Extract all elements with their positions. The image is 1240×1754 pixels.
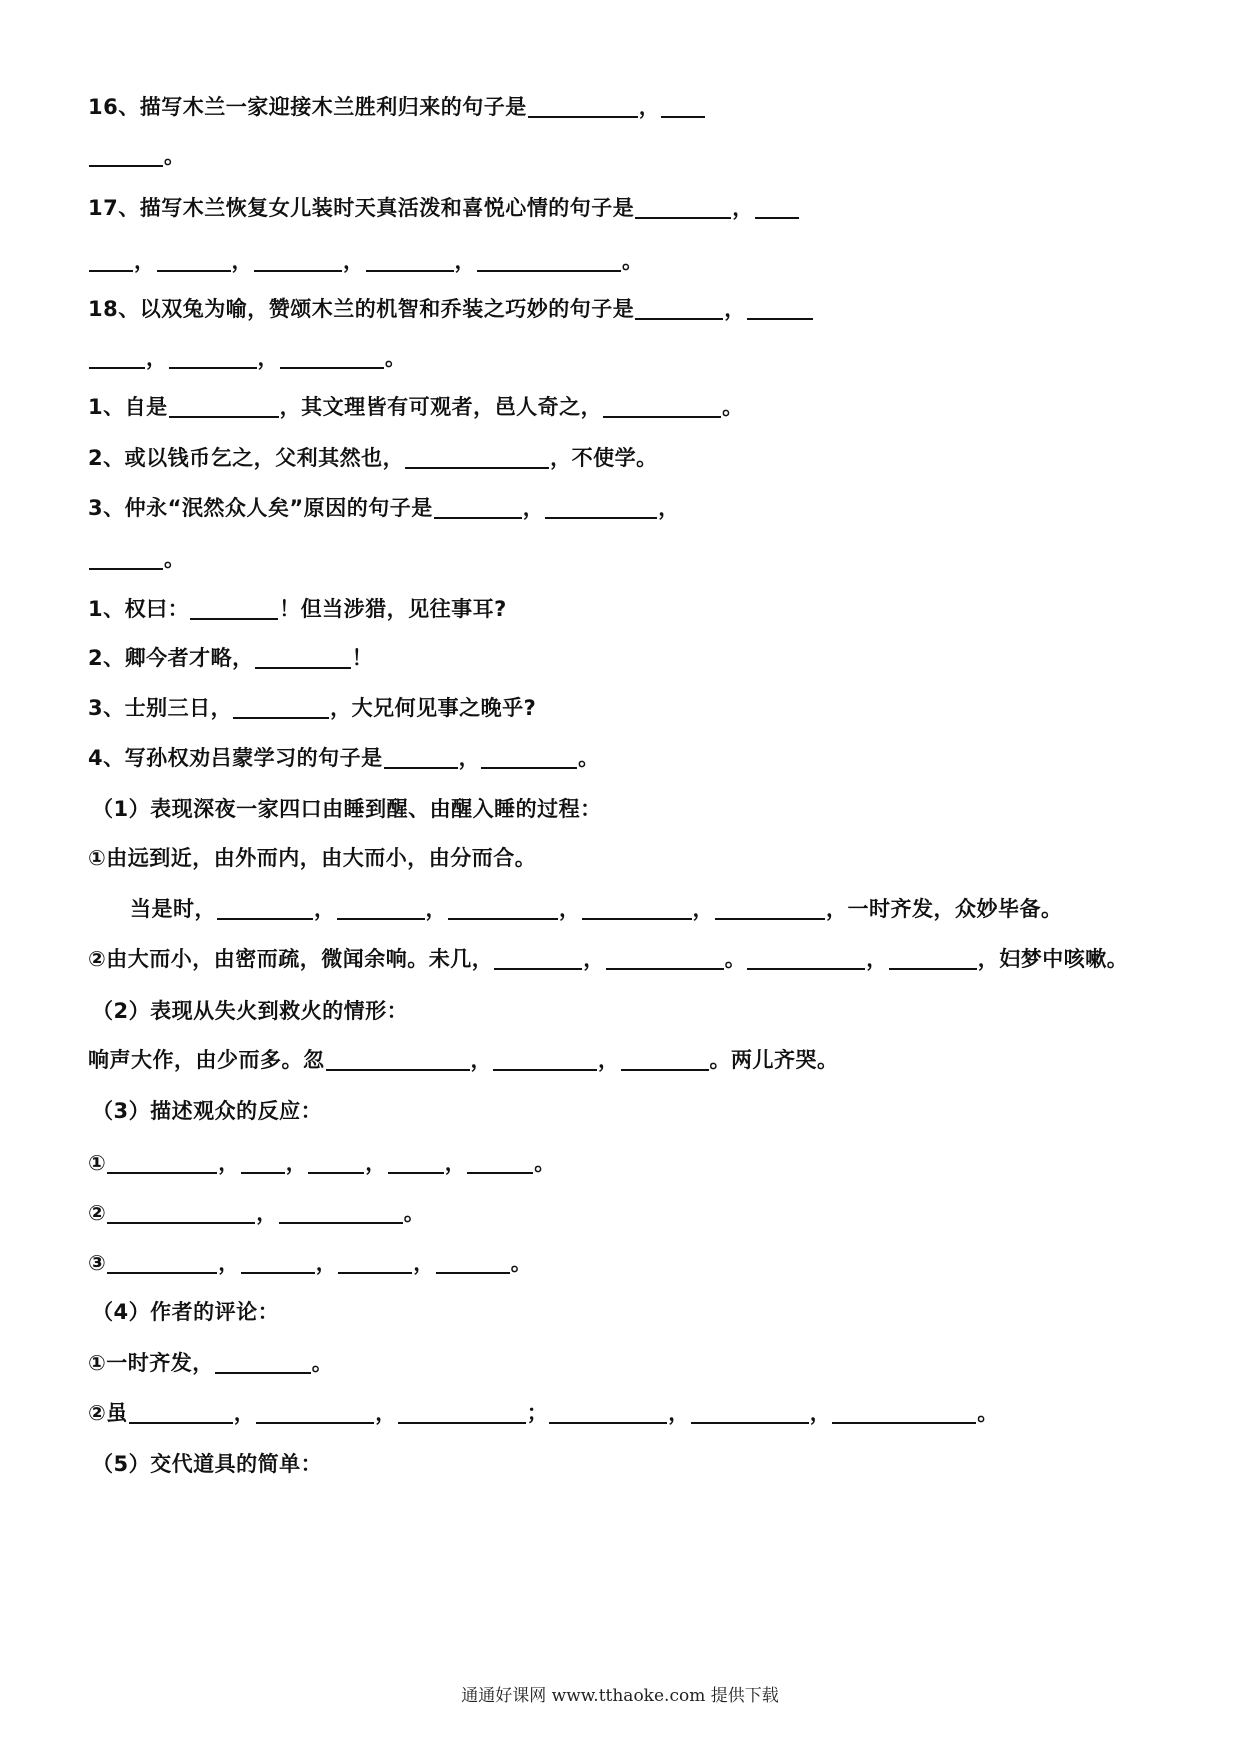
fill-blank[interactable] [190, 596, 278, 620]
line-text: （5）交代道具的简单： [92, 1452, 323, 1476]
fill-blank[interactable] [747, 946, 865, 970]
line-p1_1 [88, 843, 536, 873]
line-text: （1）表现深夜一家四口由睡到醒、由醒入睡的过程： [92, 797, 602, 821]
fill-blank[interactable] [157, 248, 231, 272]
fill-blank[interactable] [889, 946, 977, 970]
line-text: 1、自是 [88, 395, 168, 419]
line-text: ， [732, 196, 754, 220]
fill-blank[interactable] [528, 94, 638, 118]
line-l1 [88, 594, 507, 624]
line-s3_a [88, 493, 680, 523]
fill-blank[interactable] [241, 1250, 315, 1274]
line-q17_b [88, 246, 644, 276]
fill-blank[interactable] [215, 1350, 311, 1374]
line-text: ， [444, 1151, 467, 1175]
fill-blank[interactable] [337, 896, 425, 920]
line-text: 18、以双兔为喻，赞颂木兰的机智和乔装之巧妙的句子是 [88, 297, 635, 321]
fill-blank[interactable] [89, 143, 163, 167]
line-text: ①一时齐发， [88, 1351, 214, 1375]
fill-blank[interactable] [691, 1400, 809, 1424]
fill-blank[interactable] [481, 745, 577, 769]
line-text: ， [413, 1251, 435, 1275]
fill-blank[interactable] [233, 695, 329, 719]
line-q16_a [88, 92, 706, 122]
line-text: 当是时， [130, 897, 216, 921]
line-q16_b [88, 141, 186, 171]
line-text: 。 [403, 1201, 426, 1225]
line-q18_a [88, 294, 814, 324]
line-text: ， [343, 249, 365, 273]
line-l2 [88, 643, 373, 673]
line-text: 。 [385, 346, 407, 370]
line-text: ， [724, 297, 746, 321]
fill-blank[interactable] [280, 345, 384, 369]
fill-blank[interactable] [279, 1200, 403, 1224]
fill-blank[interactable] [89, 345, 145, 369]
fill-blank[interactable] [467, 1150, 533, 1174]
line-p3_1 [88, 1148, 556, 1178]
fill-blank[interactable] [388, 1150, 444, 1174]
line-text: ！但当涉猎，见往事耳? [279, 597, 507, 621]
fill-blank[interactable] [448, 896, 558, 920]
line-q17_a [88, 193, 800, 223]
line-l4 [88, 743, 600, 773]
line-text: 4、写孙权劝吕蒙学习的句子是 [88, 746, 383, 770]
line-text: ， [809, 1401, 832, 1425]
line-text: ， [285, 1151, 308, 1175]
line-text: ， [470, 1048, 492, 1072]
line-text: ，一时齐发，众妙毕备。 [826, 897, 1063, 921]
line-text: ， [257, 346, 279, 370]
line-s2 [88, 443, 658, 473]
fill-blank[interactable] [493, 1047, 597, 1071]
fill-blank[interactable] [405, 445, 549, 469]
line-text: 。 [722, 395, 744, 419]
line-text: ， [692, 897, 714, 921]
fill-blank[interactable] [635, 195, 731, 219]
line-text: ② [88, 1201, 107, 1225]
fill-blank[interactable] [256, 1400, 374, 1424]
fill-blank[interactable] [715, 896, 825, 920]
line-text: ， [256, 1201, 278, 1225]
line-text: 。 [164, 547, 186, 571]
footer-credit: 通通好课网 www.tthaoke.com 提供下载 [461, 1686, 779, 1706]
line-p4_2 [88, 1398, 999, 1428]
fill-blank[interactable] [254, 248, 342, 272]
line-text: ①由远到近，由外而内，由大而小，由分而合。 [88, 846, 537, 870]
line-text: 2、或以钱币乞之，父利其然也， [88, 446, 405, 470]
fill-blank[interactable] [434, 495, 522, 519]
line-text: （3）描述观众的反应： [92, 1099, 323, 1123]
line-text: ， [866, 947, 888, 971]
fill-blank[interactable] [635, 296, 723, 320]
fill-blank[interactable] [107, 1250, 217, 1274]
line-text: 。 [164, 144, 186, 168]
fill-blank[interactable] [255, 645, 351, 669]
fill-blank[interactable] [661, 94, 705, 118]
line-text: ， [458, 746, 481, 770]
line-text: ， [146, 346, 168, 370]
line-text: （2）表现从失火到救火的情形： [92, 999, 409, 1023]
line-text: ， [522, 496, 545, 520]
line-text: ， [231, 249, 253, 273]
line-text: 。 [622, 249, 644, 273]
fill-blank[interactable] [621, 1047, 709, 1071]
line-p1_2 [130, 894, 1063, 924]
line-text: 16、描写木兰一家迎接木兰胜利归来的句子是 [88, 95, 527, 119]
fill-blank[interactable] [582, 896, 692, 920]
line-text: 2、卿今者才略， [88, 646, 254, 670]
fill-blank[interactable] [326, 1047, 470, 1071]
line-q18_b [88, 343, 407, 373]
line-text: ， [375, 1401, 397, 1425]
fill-blank[interactable] [755, 195, 799, 219]
fill-blank[interactable] [217, 896, 313, 920]
line-p3 [92, 1096, 322, 1126]
line-p4 [92, 1297, 279, 1327]
line-text: ，妇梦中咳嗽。 [977, 947, 1129, 971]
line-s3_b [88, 544, 186, 574]
fill-blank[interactable] [747, 296, 813, 320]
line-text: ， [559, 897, 581, 921]
line-text: ， [658, 496, 680, 520]
line-text: 。 [977, 1401, 999, 1425]
fill-blank[interactable] [107, 1150, 217, 1174]
fill-blank[interactable] [366, 248, 454, 272]
fill-blank[interactable] [338, 1250, 412, 1274]
fill-blank[interactable] [398, 1400, 526, 1424]
line-text: ， [668, 1401, 690, 1425]
line-text: ， [425, 897, 447, 921]
line-text: ，大兄何见事之晚乎? [330, 696, 537, 720]
line-text: ！ [351, 646, 374, 670]
line-text: ， [638, 95, 661, 119]
line-s1 [88, 392, 744, 422]
line-p1_3 [88, 944, 1128, 974]
fill-blank[interactable] [606, 946, 724, 970]
line-text: （4）作者的评论： [92, 1300, 280, 1324]
line-text: ，其文理皆有可观者，邑人奇之， [279, 395, 603, 419]
line-text: 。 [578, 746, 600, 770]
fill-blank[interactable] [545, 495, 657, 519]
fill-blank[interactable] [494, 946, 582, 970]
line-text: ① [88, 1151, 107, 1175]
line-text: ， [583, 947, 605, 971]
fill-blank[interactable] [549, 1400, 667, 1424]
line-text: 。 [534, 1151, 556, 1175]
line-text: 。 [311, 1351, 334, 1375]
line-p4_1 [88, 1348, 333, 1378]
fill-blank[interactable] [107, 1200, 255, 1224]
fill-blank[interactable] [89, 248, 133, 272]
line-text: ， [218, 1151, 240, 1175]
line-text: 17、描写木兰恢复女儿装时天真活泼和喜悦心情的句子是 [88, 196, 635, 220]
line-text: ， [314, 897, 336, 921]
fill-blank[interactable] [129, 1400, 233, 1424]
line-text: 3、士别三日， [88, 696, 233, 720]
fill-blank[interactable] [832, 1400, 976, 1424]
line-p3_2 [88, 1198, 425, 1228]
line-text: 。 [510, 1251, 533, 1275]
line-text: 3、仲永“泯然众人矣”原因的句子是 [88, 496, 433, 520]
fill-blank[interactable] [241, 1150, 285, 1174]
line-text: ， [233, 1401, 256, 1425]
line-p2 [92, 996, 408, 1026]
line-text: 1、权曰： [88, 597, 190, 621]
line-p1 [92, 794, 602, 824]
line-text: ，不使学。 [550, 446, 658, 470]
line-text: ②由大而小，由密而疏，微闻余响。未几， [88, 947, 494, 971]
fill-blank[interactable] [89, 546, 163, 570]
line-text: ③ [88, 1251, 107, 1275]
fill-blank[interactable] [308, 1150, 364, 1174]
line-text: ， [134, 249, 156, 273]
line-l3 [88, 693, 536, 723]
line-text: 响声大作，由少而多。忽 [88, 1048, 325, 1072]
line-text: ， [218, 1251, 240, 1275]
line-text: ； [526, 1401, 549, 1425]
fill-blank[interactable] [477, 248, 621, 272]
fill-blank[interactable] [169, 345, 257, 369]
line-text: ， [598, 1048, 620, 1072]
line-text: ②虽 [88, 1401, 128, 1425]
line-text: ， [315, 1251, 338, 1275]
fill-blank[interactable] [169, 394, 279, 418]
line-text: 。 [724, 947, 747, 971]
line-p3_3 [88, 1248, 532, 1278]
fill-blank[interactable] [603, 394, 721, 418]
line-p5 [92, 1449, 322, 1479]
line-text: ， [365, 1151, 387, 1175]
line-text: 。两儿齐哭。 [709, 1048, 839, 1072]
line-p2_1 [88, 1045, 839, 1075]
line-text: ， [454, 249, 476, 273]
fill-blank[interactable] [436, 1250, 510, 1274]
fill-blank[interactable] [384, 745, 458, 769]
